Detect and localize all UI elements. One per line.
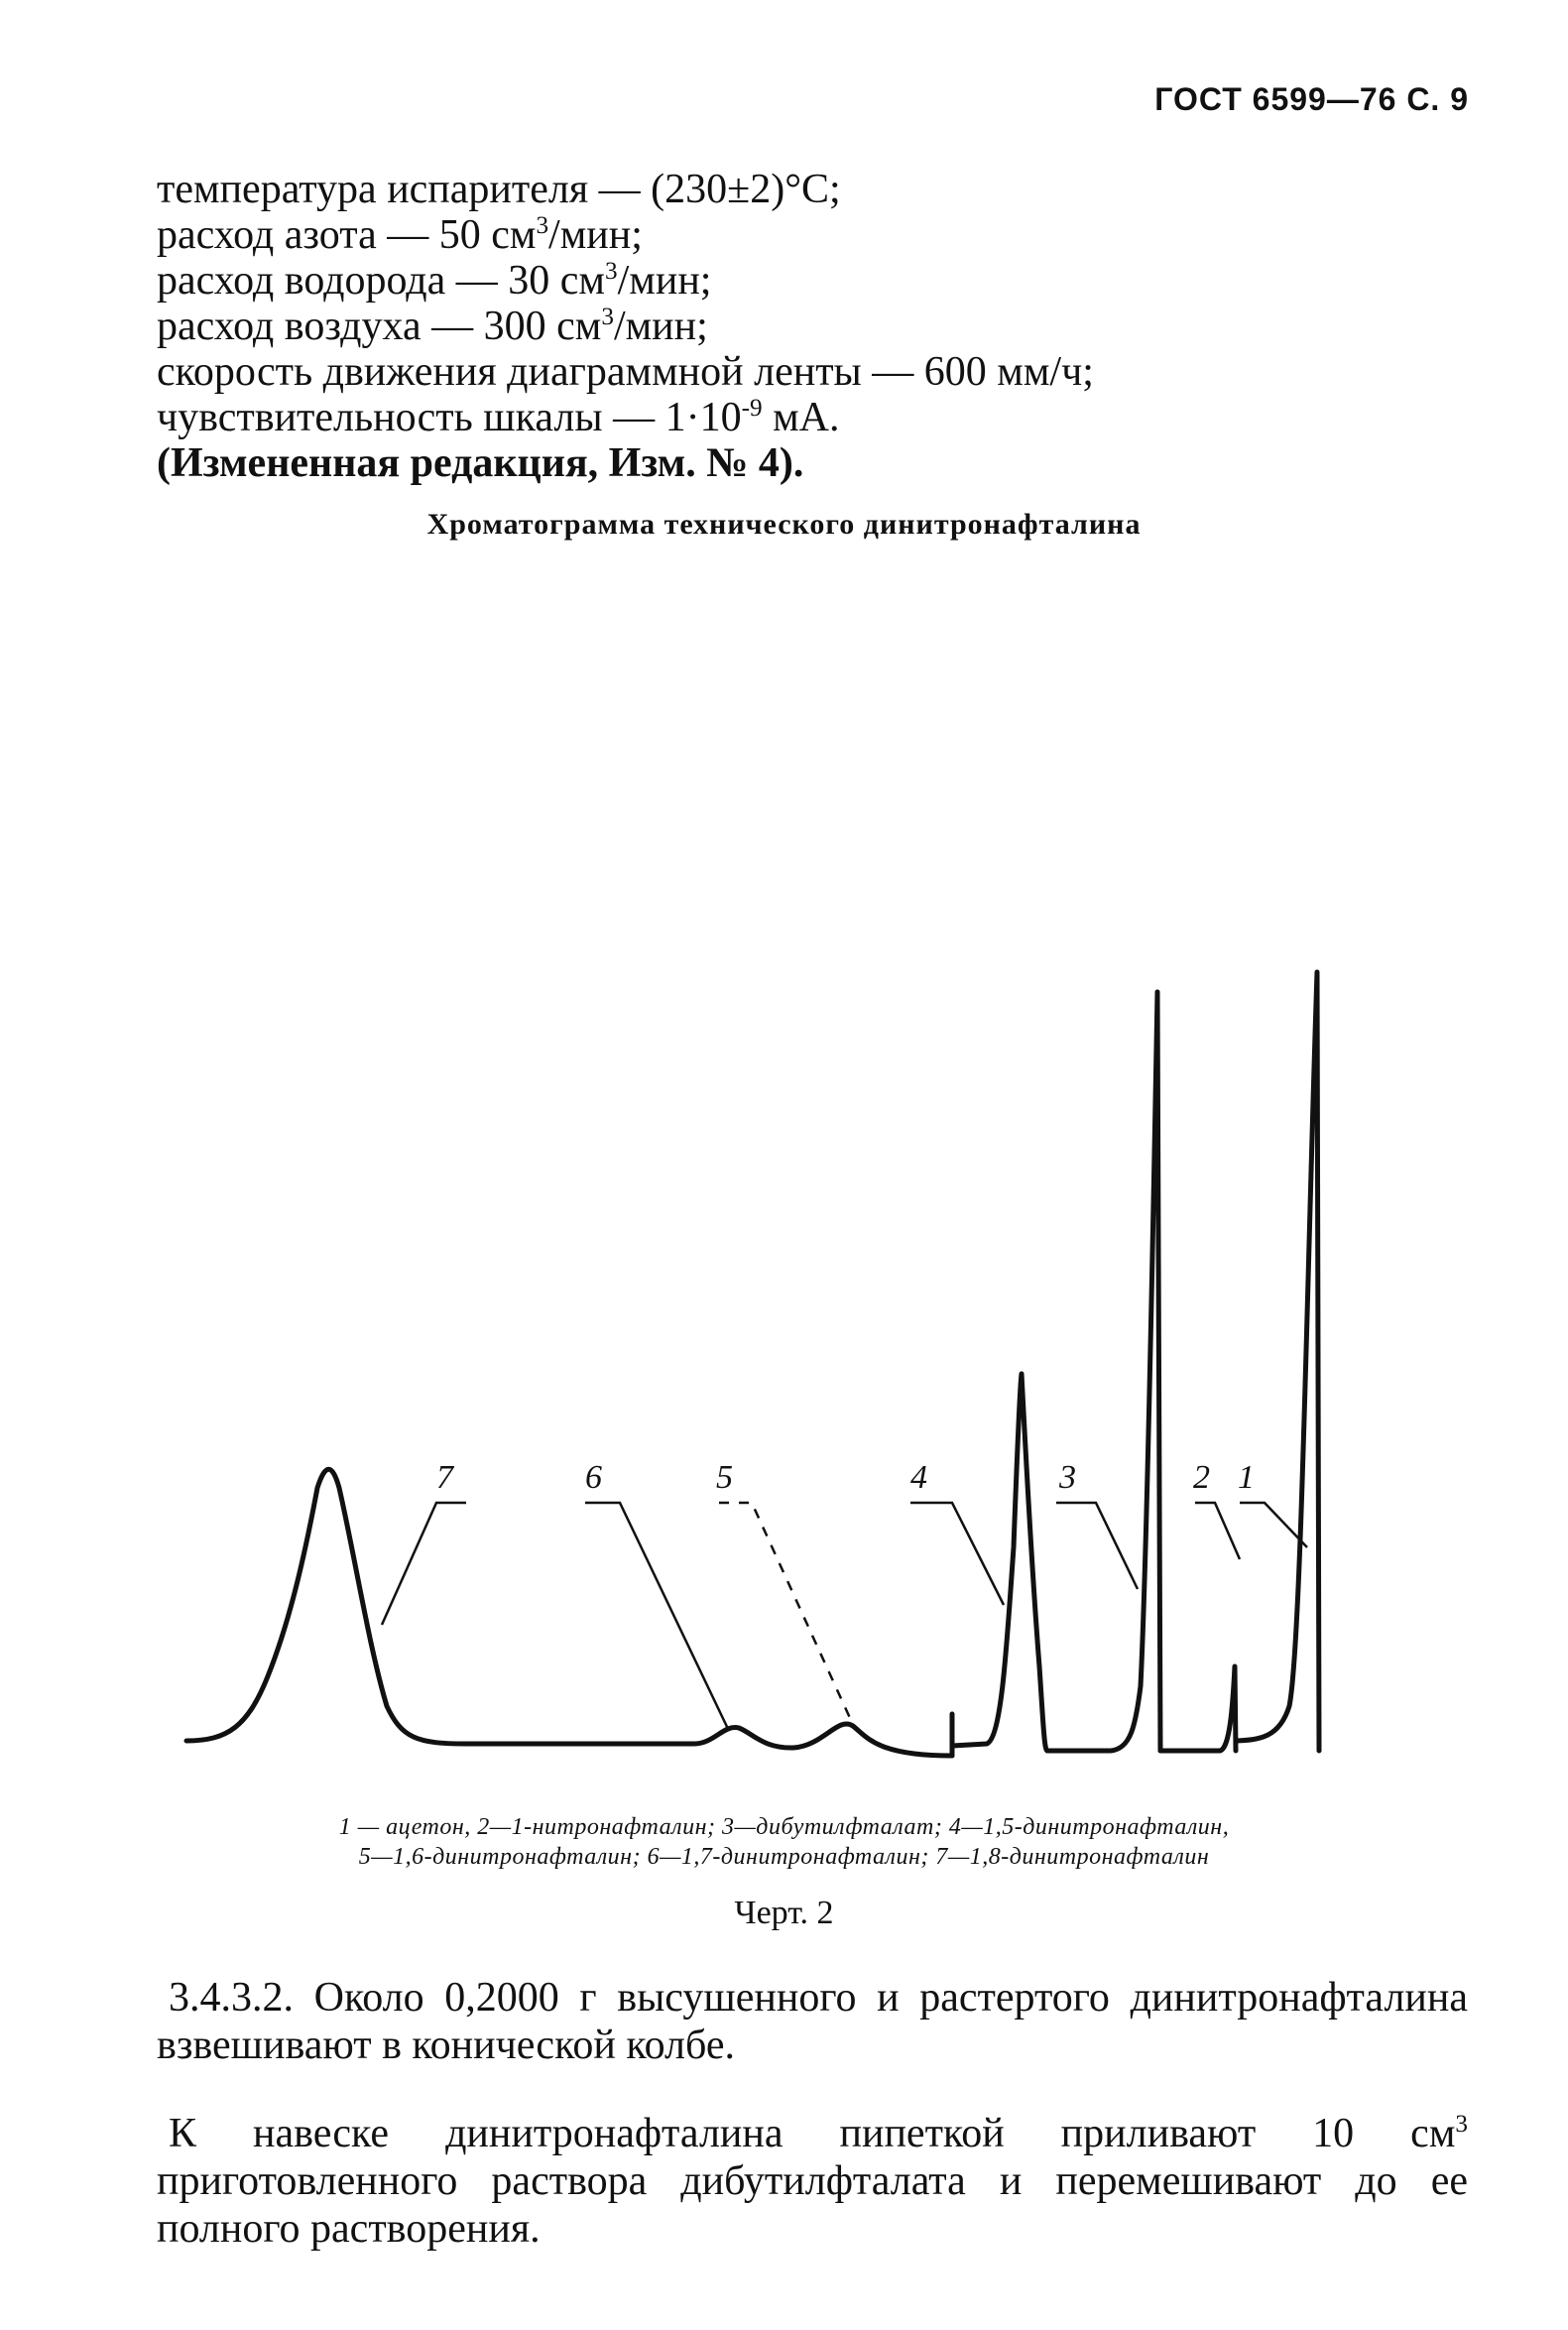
peak-label-7: 7 [436,1459,453,1496]
param-air-flow: расход воздуха — 300 $см^3$/мин; [157,304,708,349]
peak-label-6: 6 [585,1459,602,1496]
leader-7 [382,1503,466,1625]
peak-label-2: 2 [1193,1459,1210,1496]
leader-4 [910,1503,1004,1605]
trace-peak-7 [186,1469,952,1756]
peak-label-3: 3 [1059,1459,1076,1496]
leader-3 [1056,1503,1138,1589]
figure-legend [0,1812,1568,1872]
param-sensitivity: чувствительность шкалы — $1\cdot 10^{-9}$ мА. [157,395,840,440]
leader-6 [585,1503,729,1731]
paragraph-3-4-3-2: 3.4.3.2. Около 0,2000 г высушенного и растертого динитронафталина взвешивают в конической колбе. [157,1975,1468,2068]
leader-2 [1195,1503,1240,1559]
figure-caption: Черт. 2 [734,1895,834,1931]
parameter-list [157,167,1094,486]
param-hydrogen-flow: расход водорода — 30 $см^3$/мин; [157,258,712,304]
leader-5 [719,1503,855,1729]
param-evaporator-temp: температура испарителя — (230±2)°C; [157,167,841,212]
peak-label-1: 1 [1238,1459,1255,1496]
trace-peak-1 [1236,972,1319,1751]
page-header: ГОСТ 6599—76 С. 9 [1154,81,1469,117]
param-nitrogen-flow: расход азота — 50 $см^3$/мин; [157,212,643,258]
trace-peak-2 [1160,1666,1236,1751]
legend-line-1: 1 — ацетон, 2—1-нитронафталин; 3—дибутилфталат; 4—1,5-динитронафталин, [338,1814,1230,1840]
trace-peak-4 [952,1374,1047,1751]
param-chart-speed: скорость движения диаграммной ленты — 600 мм/ч; [157,349,1094,395]
figure-title: Хроматограмма технического динитронафталина [426,508,1142,541]
chromatogram [0,575,1568,1805]
trace-peak-3 [1047,992,1160,1751]
legend-line-2: 5—1,6-динитронафталин; 6—1,7-динитронафталин; 7—1,8-динитронафталин [358,1844,1210,1870]
amendment-note: (Измененная редакция, Изм. № 4). [157,440,804,486]
leader-1 [1240,1503,1307,1547]
paragraph-dissolution: К навеске динитронафталина пипеткой приливают 10 $см^3$ приготовленного раствора дибутилфталата и перемешивают до ее полного растворения. [157,2111,1468,2252]
peak-label-5: 5 [716,1459,733,1496]
peak-label-4: 4 [910,1459,927,1496]
